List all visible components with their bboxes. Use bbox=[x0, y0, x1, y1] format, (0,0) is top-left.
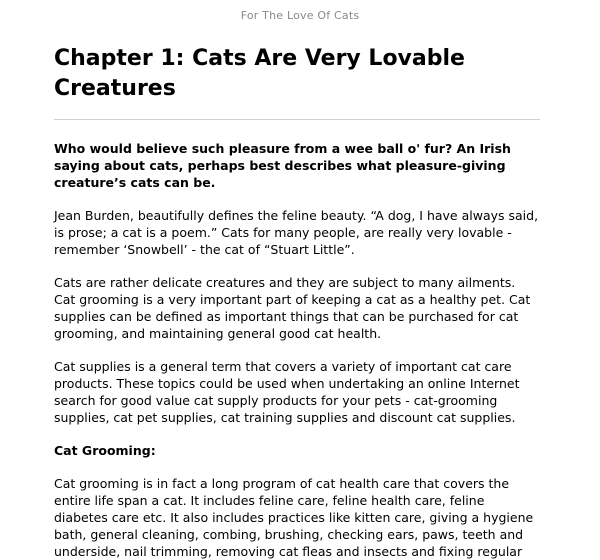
intro-paragraph: Who would believe such pleasure from a wee ball o' fur? An Irish saying about cats, perhaps best describes what pleasure-giving creature’s cats can be. bbox=[54, 141, 511, 190]
body-paragraph: Cats are rather delicate creatures and they are subject to many ailments. Cat grooming is a very important part of keeping a cat as a healthy pet. Cat supplies can be defined as important things that can be purchased for cat grooming, and maintaining general good cat health. bbox=[54, 275, 531, 341]
document-content bbox=[54, 44, 540, 560]
body-paragraph: Jean Burden, beautifully defines the feline beauty. “A dog, I have always said, is prose; a cat is a poem.” Cats for many people, are really very lovable - remember ‘Snowbell’ - the cat of “Stuart Little”. bbox=[54, 208, 539, 257]
section-heading: Cat Grooming: bbox=[54, 443, 156, 458]
chapter-title: Chapter 1: Cats Are Very Lovable Creatures bbox=[54, 46, 465, 101]
running-header: For The Love Of Cats bbox=[240, 9, 360, 22]
title-divider bbox=[54, 119, 540, 120]
section-paragraph: Cat grooming is in fact a long program of cat health care that covers the entire life span a cat. It includes feline care, feline health care, feline diabetes care etc. It also includes practices like kitten care, giving a hygiene bath, general cleaning, combing, brushing, checking ears, paws, teeth and underside, nail trimming, removing cat fleas and insects and fixing regular bbox=[54, 476, 534, 559]
body-paragraph: Cat supplies is a general term that covers a variety of important cat care products. These topics could be used when undertaking an online Internet search for good value cat supply products for your pets - cat-grooming supplies, cat pet supplies, cat training supplies and discount cat supplies. bbox=[54, 359, 520, 425]
